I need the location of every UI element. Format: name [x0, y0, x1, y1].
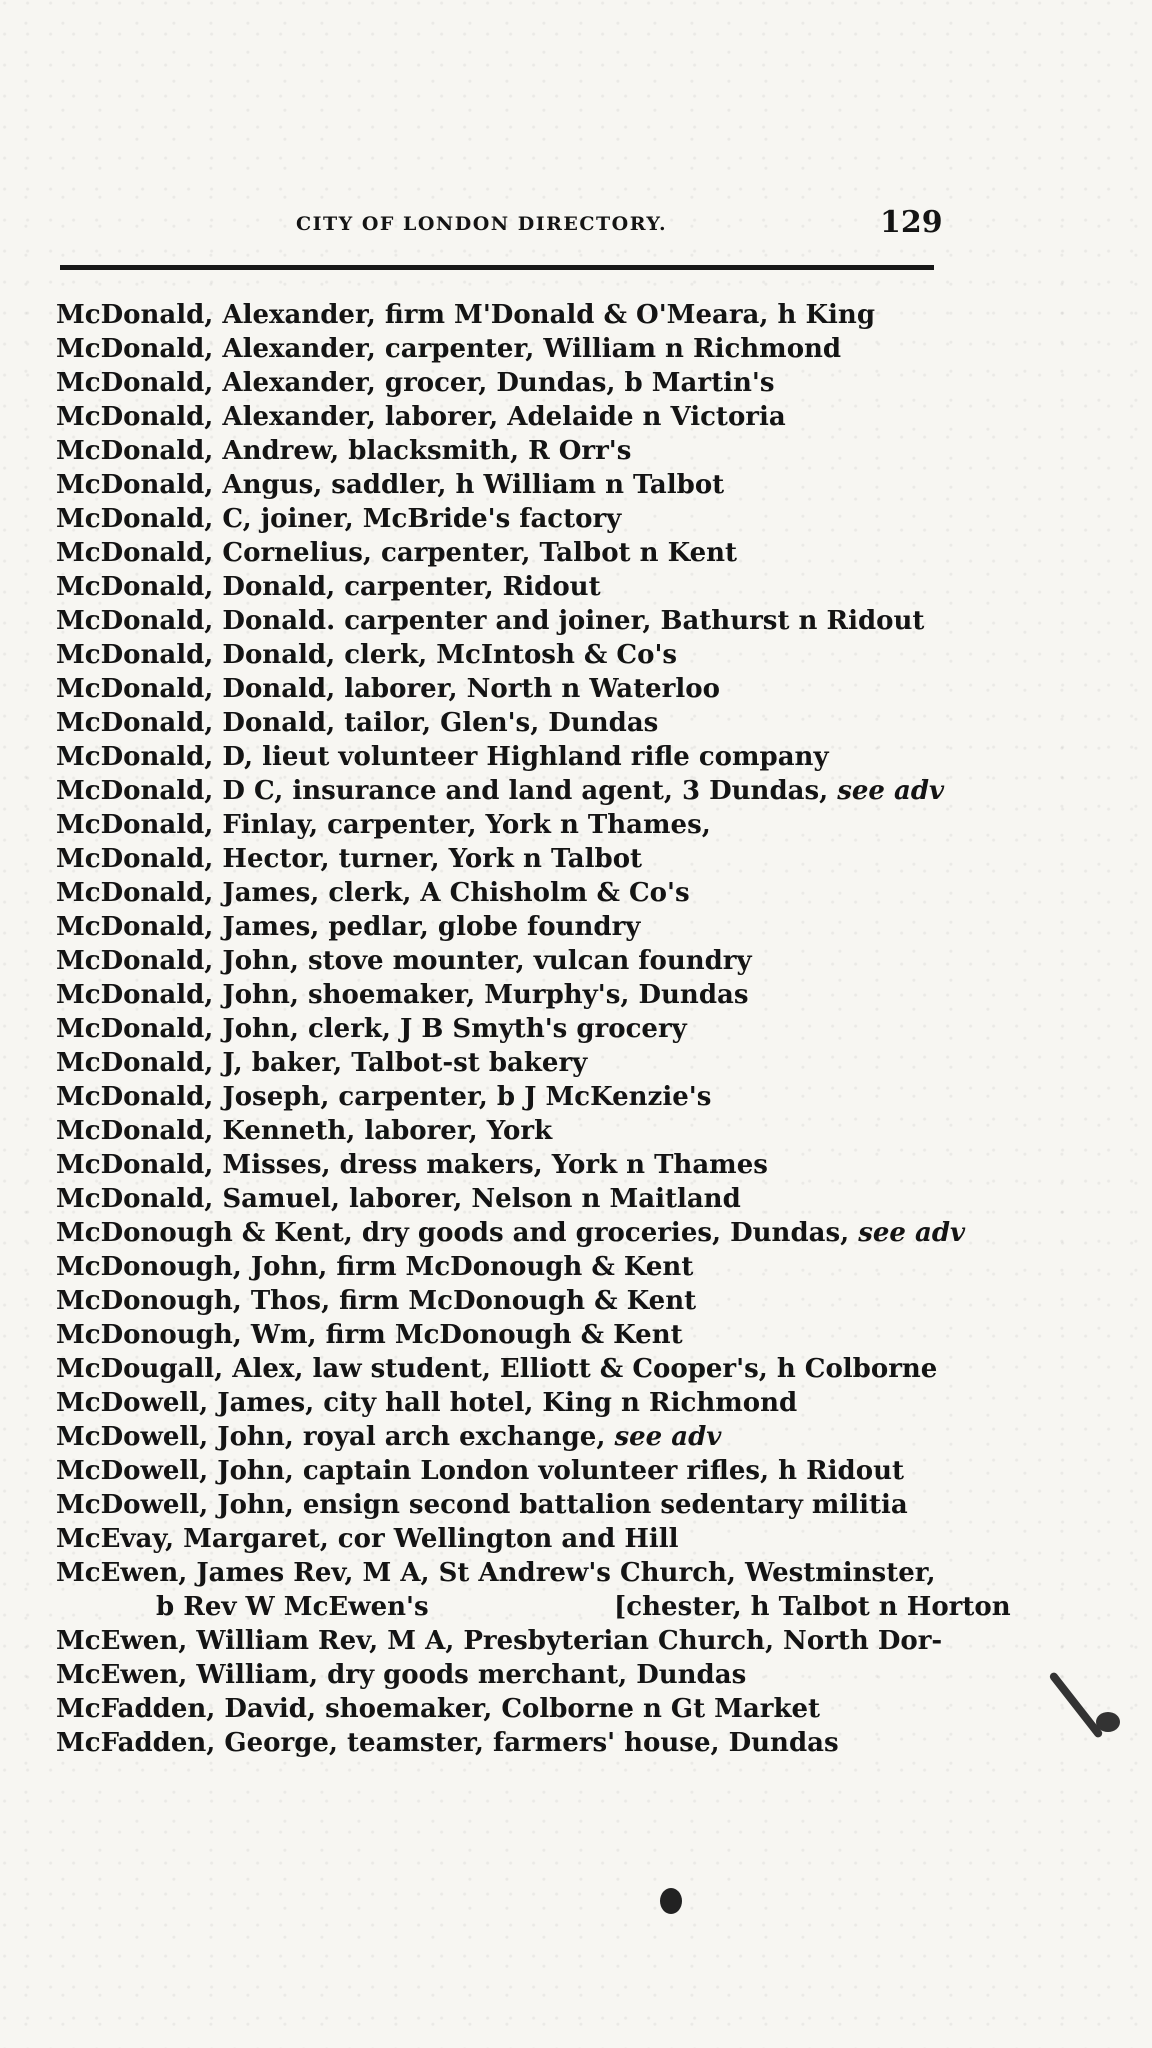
- entry-text: McDonough & Kent, dry goods and groceries, Dundas,: [56, 1218, 850, 1248]
- entry-text: McDonald, Hector, turner, York n Talbot: [56, 844, 643, 874]
- page-header: [0, 205, 1152, 245]
- see-adv-note: see adv: [858, 1218, 966, 1248]
- see-adv-note: see adv: [614, 1422, 722, 1452]
- running-title: CITY OF LONDON DIRECTORY.: [296, 213, 668, 235]
- entry-text: McDowell, John, captain London volunteer rifles, h Ridout: [56, 1456, 904, 1486]
- entry-text: McDonald, Samuel, laborer, Nelson n Maitland: [56, 1184, 741, 1214]
- entry-text: McDonald, John, clerk, J B Smyth's grocery: [56, 1014, 687, 1044]
- entry-text: McEvay, Margaret, cor Wellington and Hill: [56, 1524, 679, 1554]
- entry-text: McDonald, Alexander, laborer, Adelaide n Victoria: [56, 402, 786, 432]
- directory-entry: [56, 876, 956, 910]
- directory-entry: [56, 1284, 956, 1318]
- directory-entry: [56, 1692, 956, 1726]
- entry-text: McDonald, Cornelius, carpenter, Talbot n Kent: [56, 538, 738, 568]
- entry-text: McDonald, Alexander, carpenter, William n Richmond: [56, 334, 842, 364]
- see-adv-note: see adv: [837, 776, 945, 806]
- entry-text: McDonald, Angus, saddler, h William n Talbot: [56, 470, 725, 500]
- directory-entry: [56, 400, 956, 434]
- directory-entry: [56, 434, 956, 468]
- directory-entry: [56, 468, 956, 502]
- directory-entry: [56, 332, 956, 366]
- entry-text: McDowell, John, ensign second battalion sedentary militia: [56, 1490, 908, 1520]
- directory-entry: [56, 706, 956, 740]
- directory-entry: [56, 1352, 956, 1386]
- entry-text: McDonald, J, baker, Talbot-st bakery: [56, 1048, 588, 1078]
- directory-entry: [56, 1318, 956, 1352]
- entry-text: McFadden, David, shoemaker, Colborne n Gt Market: [56, 1694, 821, 1724]
- entry-text: McDonough, John, firm McDonough & Kent: [56, 1252, 694, 1282]
- directory-entry: [56, 1182, 956, 1216]
- entry-text: McDonald, Joseph, carpenter, b J McKenzie's: [56, 1082, 712, 1112]
- entry-text: McDowell, James, city hall hotel, King n Richmond: [56, 1388, 798, 1418]
- entry-text: McDonald, Donald, clerk, McIntosh & Co's: [56, 640, 678, 670]
- entry-text: McDonald, Alexander, grocer, Dundas, b Martin's: [56, 368, 775, 398]
- entry-text: McDonald, Donald, tailor, Glen's, Dundas: [56, 708, 659, 738]
- directory-entry: [56, 910, 956, 944]
- directory-entry: [56, 672, 956, 706]
- directory-entry: [56, 1420, 956, 1454]
- entry-text: McDonald, Finlay, carpenter, York n Thames,: [56, 810, 711, 840]
- entry-text: McDonald, Andrew, blacksmith, R Orr's: [56, 436, 632, 466]
- ink-blot: [660, 1888, 682, 1914]
- directory-entry: [56, 1488, 956, 1522]
- entry-text: McDonald, Donald, carpenter, Ridout: [56, 572, 601, 602]
- directory-entry: [56, 1658, 956, 1692]
- directory-entry: [56, 1624, 956, 1658]
- directory-entry: [56, 740, 956, 774]
- directory-entry: [56, 502, 956, 536]
- directory-entry-continuation: [56, 1590, 1011, 1624]
- entry-text: McEwen, William Rev, M A, Presbyterian Church, North Dor-: [56, 1626, 943, 1656]
- directory-entry: [56, 944, 956, 978]
- entry-text: McDonald, Alexander, firm M'Donald & O'Meara, h King: [56, 300, 875, 330]
- directory-entry: [56, 1726, 956, 1760]
- entry-text: McDonald, James, pedlar, globe foundry: [56, 912, 641, 942]
- directory-entry: [56, 1522, 956, 1556]
- entry-text: McDonald, Donald, laborer, North n Waterloo: [56, 674, 720, 704]
- directory-entry: [56, 1556, 956, 1590]
- entry-text: McDonald, Misses, dress makers, York n Thames: [56, 1150, 768, 1180]
- entry-text: McEwen, James Rev, M A, St Andrew's Church, Westminster,: [56, 1558, 936, 1588]
- entry-text: McDonald, Donald. carpenter and joiner, Bathurst n Ridout: [56, 606, 925, 636]
- directory-entry: [56, 536, 956, 570]
- directory-entries: [56, 298, 1011, 1760]
- directory-entry: [56, 298, 956, 332]
- page-number: 129: [880, 205, 943, 240]
- bracketed-continuation: [chester, h Talbot n Horton: [614, 1592, 1011, 1622]
- directory-entry: [56, 842, 956, 876]
- directory-entry: [56, 638, 956, 672]
- entry-text: McFadden, George, teamster, farmers' house, Dundas: [56, 1728, 839, 1758]
- entry-text: McDonald, D, lieut volunteer Highland rifle company: [56, 742, 829, 772]
- directory-entry: [56, 1080, 956, 1114]
- directory-entry: [56, 1216, 966, 1250]
- entry-text: McDowell, John, royal arch exchange,: [56, 1422, 606, 1452]
- directory-entry: [56, 1148, 956, 1182]
- directory-entry: [56, 604, 956, 638]
- entry-text: McDonald, James, clerk, A Chisholm & Co's: [56, 878, 690, 908]
- directory-entry: [56, 366, 956, 400]
- directory-entry: [56, 1046, 956, 1080]
- entry-text: McDonald, C, joiner, McBride's factory: [56, 504, 622, 534]
- entry-text: McDonald, John, shoemaker, Murphy's, Dundas: [56, 980, 749, 1010]
- directory-entry: [56, 570, 956, 604]
- header-rule: [60, 265, 934, 270]
- directory-entry: [56, 978, 956, 1012]
- directory-entry: [56, 1012, 956, 1046]
- directory-entry: [56, 1250, 956, 1284]
- entry-text: McEwen, William, dry goods merchant, Dundas: [56, 1660, 747, 1690]
- entry-text: McDonald, Kenneth, laborer, York: [56, 1116, 553, 1146]
- directory-entry: [56, 1114, 956, 1148]
- entry-text: McDonald, D C, insurance and land agent, 3 Dundas,: [56, 776, 829, 806]
- ink-stroke: [1048, 1671, 1104, 1739]
- entry-text: McDonough, Wm, firm McDonough & Kent: [56, 1320, 683, 1350]
- directory-entry: [56, 774, 956, 808]
- entry-text: McDonald, John, stove mounter, vulcan foundry: [56, 946, 752, 976]
- ink-blot: [1096, 1712, 1120, 1732]
- directory-entry: [56, 1454, 956, 1488]
- entry-text: b Rev W McEwen's: [156, 1592, 429, 1622]
- entry-text: McDougall, Alex, law student, Elliott & Cooper's, h Colborne: [56, 1354, 938, 1384]
- directory-entry: [56, 1386, 956, 1420]
- directory-entry: [56, 808, 956, 842]
- entry-text: McDonough, Thos, firm McDonough & Kent: [56, 1286, 697, 1316]
